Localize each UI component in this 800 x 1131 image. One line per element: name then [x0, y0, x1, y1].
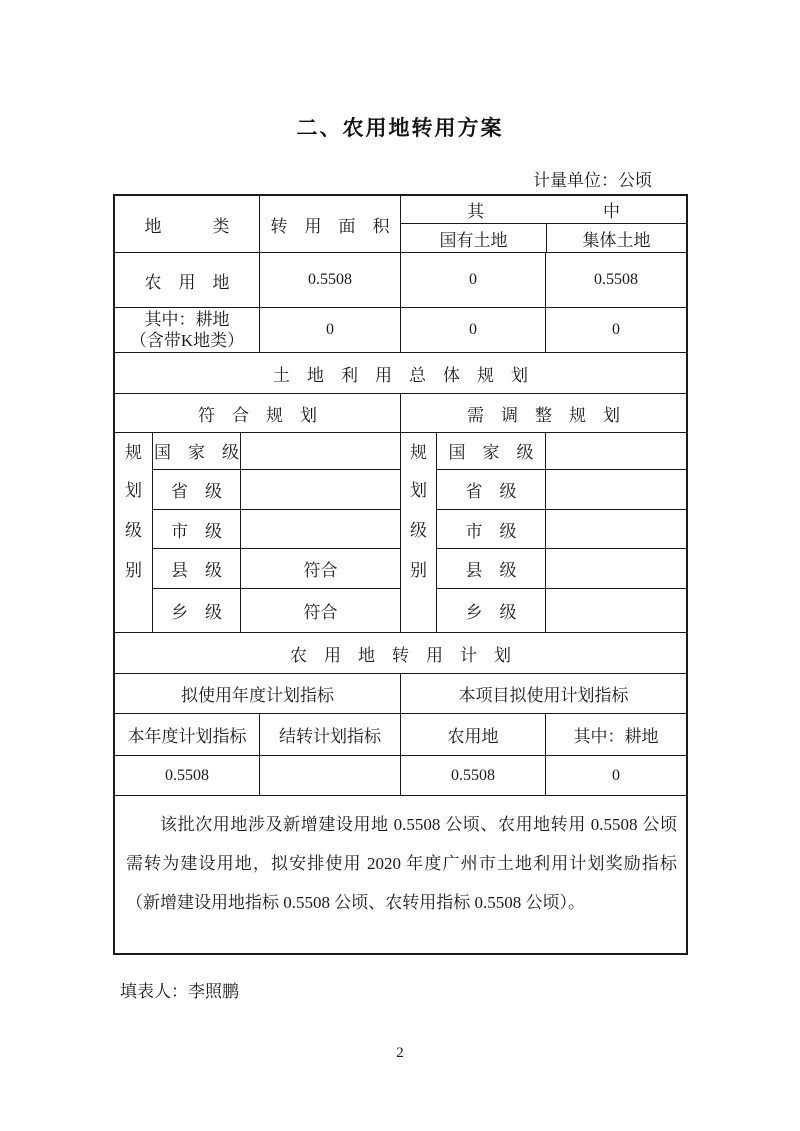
level-value [240, 433, 400, 469]
level-name: 市 级 [465, 521, 517, 541]
level-value [240, 510, 400, 549]
planning-levels-row [115, 432, 686, 632]
level-name: 国 家 级 [448, 443, 534, 463]
axis-char-empty [401, 588, 436, 632]
axis-char: 规 [125, 443, 142, 463]
note-paragraph: 该批次用地涉及新增建设用地 0.5508 公顷、农用地转用 0.5508 公顷需转为建设用地，拟安排使用 2020 年度广州市土地利用计划奖励指标（新增建设用地指标 0.5508 公顷、农转用指标 0.5508 公顷）。 [126, 815, 677, 912]
plan-section-title-row [115, 352, 686, 393]
conforms-plan-header: 符 合 规 划 [198, 405, 317, 425]
level-name: 乡 级 [171, 603, 222, 623]
level-name: 县 级 [465, 561, 517, 581]
agricultural-collective-value: 0.5508 [545, 253, 686, 307]
header-of-which: 其 中 [401, 196, 686, 224]
level-name: 省 级 [171, 481, 222, 501]
header-state-owned: 国有土地 [439, 230, 508, 250]
level-row-township [153, 588, 400, 632]
table-row [115, 252, 686, 307]
level-row-county [153, 548, 400, 588]
axis-char-empty [115, 588, 152, 632]
quota-col-agricultural: 农用地 [400, 714, 545, 755]
level-row-city [437, 509, 686, 549]
quota-value-agricultural: 0.5508 [400, 756, 545, 795]
agricultural-state-value: 0 [400, 253, 545, 307]
quota-values-row [115, 755, 686, 795]
cultivated-area-value: 0 [259, 308, 400, 352]
level-row-national [437, 433, 686, 469]
cultivated-collective-value: 0 [545, 308, 686, 352]
axis-char: 别 [125, 560, 142, 580]
level-value [545, 549, 686, 588]
quota-value-cultivated: 0 [545, 756, 686, 795]
quota-col-current-year: 本年度计划指标 [127, 727, 247, 746]
project-quota-header: 本项目拟使用计划指标 [400, 674, 686, 713]
land-conversion-table [113, 194, 688, 955]
quota-value-current-year: 0.5508 [165, 766, 209, 784]
axis-char: 别 [410, 560, 427, 580]
page-title: 二、农用地转用方案 [296, 117, 504, 140]
level-value [545, 470, 686, 509]
level-value [240, 470, 400, 509]
level-row-province [437, 469, 686, 509]
level-row-province [153, 469, 400, 509]
note-row [115, 795, 686, 953]
cultivated-state-value: 0 [400, 308, 545, 352]
cultivated-label-line2: （含带K地类） [129, 331, 245, 350]
level-name: 县 级 [171, 561, 222, 581]
axis-char: 级 [125, 521, 142, 540]
quota-section-title: 农 用 地 转 用 计 划 [290, 645, 511, 665]
level-row-city [153, 509, 400, 549]
level-value [545, 433, 686, 469]
header-land-type: 地 类 [144, 216, 230, 236]
header-collective: 集体土地 [546, 224, 686, 252]
level-row-township [437, 588, 686, 632]
axis-char: 级 [410, 521, 427, 540]
row-label-cultivated-land [115, 308, 259, 352]
axis-char: 划 [410, 481, 427, 501]
quota-columns-row [115, 713, 686, 755]
level-value [545, 589, 686, 632]
annual-quota-header: 拟使用年度计划指标 [181, 686, 334, 705]
table-header-row [115, 196, 686, 252]
row-label-agricultural-land: 农 用 地 [144, 272, 230, 292]
quota-value-carryover [259, 756, 400, 795]
level-value [545, 510, 686, 549]
plan-level-axis-left [115, 433, 153, 632]
quota-col-carryover: 结转计划指标 [259, 714, 400, 755]
quota-section-title-row [115, 632, 686, 673]
plan-subheader-row [115, 393, 686, 432]
level-row-national [153, 433, 400, 469]
level-name: 省 级 [465, 481, 517, 501]
level-value: 符合 [240, 549, 400, 588]
level-name: 市 级 [171, 521, 222, 541]
agricultural-area-value: 0.5508 [259, 253, 400, 307]
quota-col-cultivated: 其中：耕地 [545, 714, 686, 755]
axis-char: 规 [410, 443, 427, 463]
needs-adjustment-header: 需 调 整 规 划 [400, 394, 686, 432]
level-name: 国 家 级 [154, 443, 239, 463]
level-name: 乡 级 [465, 603, 517, 623]
plan-level-axis-right [401, 433, 437, 632]
measurement-unit-label: 计量单位：公顷 [533, 171, 652, 190]
table-row [115, 307, 686, 352]
conforms-plan-block [115, 433, 400, 632]
form-filler-label: 填表人：李照鹏 [120, 982, 239, 1001]
quota-subheader-row [115, 673, 686, 713]
page-number: 2 [396, 1045, 404, 1061]
level-row-county [437, 548, 686, 588]
header-of-which-group [400, 196, 686, 252]
cultivated-label-line1: 其中：耕地 [144, 310, 230, 329]
needs-adjustment-block [400, 433, 686, 632]
header-conversion-area: 转 用 面 积 [259, 196, 400, 252]
axis-char: 划 [125, 481, 142, 501]
level-value: 符合 [240, 589, 400, 632]
plan-section-title: 土 地 利 用 总 体 规 划 [273, 365, 528, 385]
